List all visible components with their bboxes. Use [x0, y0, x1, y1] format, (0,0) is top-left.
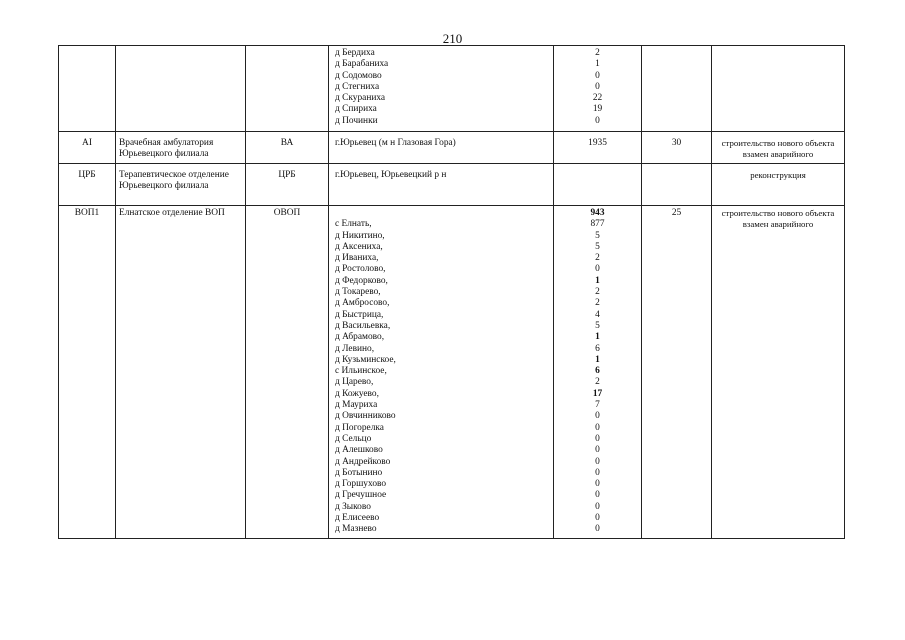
location-name: д Сельцо [335, 433, 372, 444]
location-name: д Кузьминское, [335, 354, 396, 365]
location-name: д Горшухово [335, 479, 387, 490]
population-value: 5 [595, 241, 600, 252]
population-value: 0 [595, 433, 600, 444]
population-value: 0 [595, 501, 600, 512]
facility-code-cell [59, 46, 116, 132]
population-value: 0 [595, 115, 600, 126]
location-name: д Ботынино [335, 467, 383, 478]
population-value: 0 [595, 445, 600, 456]
location-name: с Ильинское, [335, 366, 387, 377]
location-name: д Содомово [335, 70, 382, 81]
population-value: 0 [595, 513, 600, 524]
table-row [59, 132, 845, 164]
location-name: г.Юрьевец, Юрьевецкий р н [335, 170, 447, 180]
population-value: 2 [595, 287, 600, 298]
capacity-cell [642, 46, 712, 132]
locations-cell [329, 132, 554, 164]
facility-name-cell [116, 46, 246, 132]
population-value: 1 [595, 59, 600, 70]
location-name: д Левино, [335, 343, 375, 354]
population-value: 1 [595, 354, 600, 365]
location-name: д Быстрица, [335, 309, 384, 320]
location-name: д Елисеево [335, 513, 380, 524]
population-value: 943 [590, 208, 605, 218]
population-value: 19 [592, 104, 603, 115]
facility-name-cell: Врачебная амбулатория Юрьевецкого филиала [116, 132, 246, 164]
facility-type-cell: ОВОП [246, 206, 329, 539]
population-value: 0 [595, 456, 600, 467]
population-cell [554, 46, 642, 132]
population-value: 6 [595, 366, 600, 377]
population-value: 2 [595, 377, 600, 388]
capacity-cell [642, 164, 712, 206]
note-cell: реконструкция [712, 164, 845, 206]
location-name: д Аксениха, [335, 241, 383, 252]
location-name: д Гречушное [335, 490, 387, 501]
location-name: д Андрейково [335, 456, 391, 467]
table-row [59, 46, 845, 132]
table-body [59, 46, 845, 539]
population-value: 0 [595, 70, 600, 81]
population-cell [554, 164, 642, 206]
page-number: 210 [442, 31, 463, 46]
population-value: 0 [595, 467, 600, 478]
facilities-table [58, 45, 845, 539]
locations-cell [329, 164, 554, 206]
location-name: д Алешково [335, 445, 383, 456]
note-cell [712, 46, 845, 132]
location-name: д Зыково [335, 501, 371, 512]
capacity-cell: 25 [642, 206, 712, 539]
location-name: д Амбросово, [335, 298, 390, 309]
population-value: 0 [595, 479, 600, 490]
table-row [59, 164, 845, 206]
facility-type-cell: ВА [246, 132, 329, 164]
location-name: д Починки [335, 115, 378, 126]
population-value: 0 [595, 422, 600, 433]
location-name: д Васильевка, [335, 320, 391, 331]
location-name: д Мауриха [335, 400, 378, 411]
location-name: д Стегниха [335, 81, 380, 92]
population-value: 7 [595, 400, 600, 411]
table-row [59, 206, 845, 539]
population-value: 0 [595, 490, 600, 501]
location-name: д Никитино, [335, 230, 385, 241]
facility-code-cell: ЦРБ [59, 164, 116, 206]
location-name: д Мазнево [335, 524, 377, 535]
population-value: 5 [595, 230, 600, 241]
population-value: 0 [595, 264, 600, 275]
facility-type-cell: ЦРБ [246, 164, 329, 206]
location-name: д Царево, [335, 377, 374, 388]
location-name: д Бердиха [335, 48, 375, 58]
population-value: 1935 [588, 138, 607, 148]
population-cell [554, 132, 642, 164]
location-name: д Овчинниково [335, 411, 396, 422]
location-name: г.Юрьевец (м н Глазовая Гора) [335, 138, 456, 148]
location-name [335, 208, 550, 219]
location-name: д Барабаниха [335, 59, 389, 70]
capacity-cell: 30 [642, 132, 712, 164]
location-name: д Иваниха, [335, 253, 379, 264]
population-value: 2 [595, 48, 600, 58]
facility-name-cell: Елнатское отделение ВОП [116, 206, 246, 539]
population-value: 2 [595, 253, 600, 264]
location-name: д Ростолово, [335, 264, 386, 275]
location-name: д Абрамово, [335, 332, 385, 343]
population-value: 6 [595, 343, 600, 354]
location-name: д Скураниха [335, 93, 386, 104]
population-value: 0 [595, 524, 600, 535]
note-cell: строительство нового объекта взамен аварийного [712, 206, 845, 539]
locations-cell [329, 206, 554, 539]
facility-code-cell: ВОП1 [59, 206, 116, 539]
population-value: 1 [595, 332, 600, 343]
location-name: д Токарево, [335, 287, 381, 298]
location-name: с Елнать, [335, 219, 372, 230]
location-name: д Спириха [335, 104, 377, 115]
population-value: 4 [595, 309, 600, 320]
population-value: 5 [595, 320, 600, 331]
population-value: 22 [592, 93, 603, 104]
locations-cell [329, 46, 554, 132]
note-cell: строительство нового объекта взамен аварийного [712, 132, 845, 164]
location-name: д Погорелка [335, 422, 384, 433]
population-value: 1 [595, 275, 600, 286]
population-value: 17 [592, 388, 603, 399]
location-name: д Федорково, [335, 275, 388, 286]
population-value: 0 [595, 81, 600, 92]
population-cell [554, 206, 642, 539]
facility-type-cell [246, 46, 329, 132]
location-name: д Кожуево, [335, 388, 379, 399]
population-value: 877 [590, 219, 605, 230]
facility-code-cell: АI [59, 132, 116, 164]
population-value: 2 [595, 298, 600, 309]
facility-name-cell: Терапевтическое отделение Юрьевецкого филиала [116, 164, 246, 206]
population-value: 0 [595, 411, 600, 422]
